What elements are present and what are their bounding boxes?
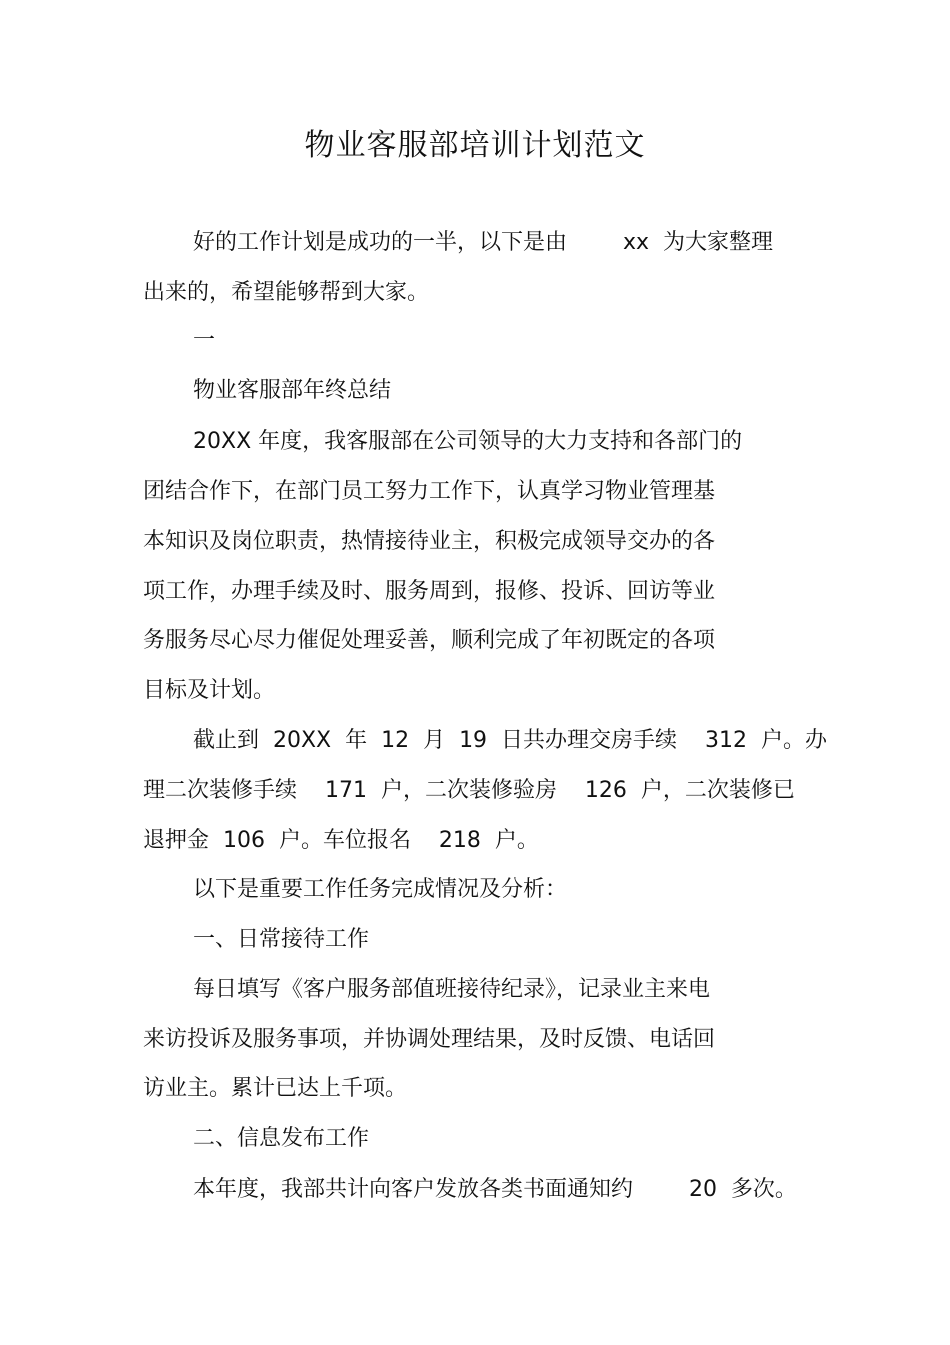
paragraph-line: 团结合作下，在部门员工努力工作下，认真学习物业管理基	[143, 479, 716, 504]
document-title: 物业客服部培训计划范文	[304, 128, 646, 163]
paragraph-line: 务服务尽心尽力催促处理妥善，顺利完成了年初既定的各项	[143, 628, 716, 653]
paragraph-line: 来访投诉及服务事项，并协调处理结果，及时反馈、电话回	[143, 1027, 716, 1052]
paragraph-line: 本知识及岗位职责，热情接待业主，积极完成领导交办的各	[143, 529, 716, 554]
paragraph-line: 好的工作计划是成功的一半，以下是由 xx 为大家整理	[193, 230, 773, 255]
paragraph-line: 项工作，办理手续及时、服务周到，报修、投诉、回访等业	[143, 579, 716, 604]
section-heading: 物业客服部年终总结	[193, 378, 392, 403]
paragraph-line: 出来的，希望能够帮到大家。	[143, 280, 430, 305]
paragraph-line: 本年度，我部共计向客户发放各类书面通知约 20 多次。	[193, 1177, 797, 1202]
section-heading: 一、日常接待工作	[193, 927, 370, 952]
paragraph-line: 目标及计划。	[143, 678, 276, 703]
paragraph-line: 以下是重要工作任务完成情况及分析：	[193, 877, 568, 902]
paragraph-line: 理二次装修手续 171 户，二次装修验房 126 户，二次装修已	[143, 778, 795, 803]
section-heading: 二、信息发布工作	[193, 1126, 370, 1151]
paragraph-line: 每日填写《客户服务部值班接待纪录》，记录业主来电	[193, 977, 711, 1002]
paragraph-line: 截止到 20XX 年 12 月 19 日共办理交房手续 312 户。办	[193, 728, 827, 753]
paragraph-line: 退押金 106 户。车位报名 218 户。	[143, 828, 539, 853]
section-number: 一	[193, 328, 216, 353]
paragraph-line: 访业主。累计已达上千项。	[143, 1076, 408, 1101]
paragraph-line: 20XX 年度，我客服部在公司领导的大力支持和各部门的	[193, 429, 743, 454]
